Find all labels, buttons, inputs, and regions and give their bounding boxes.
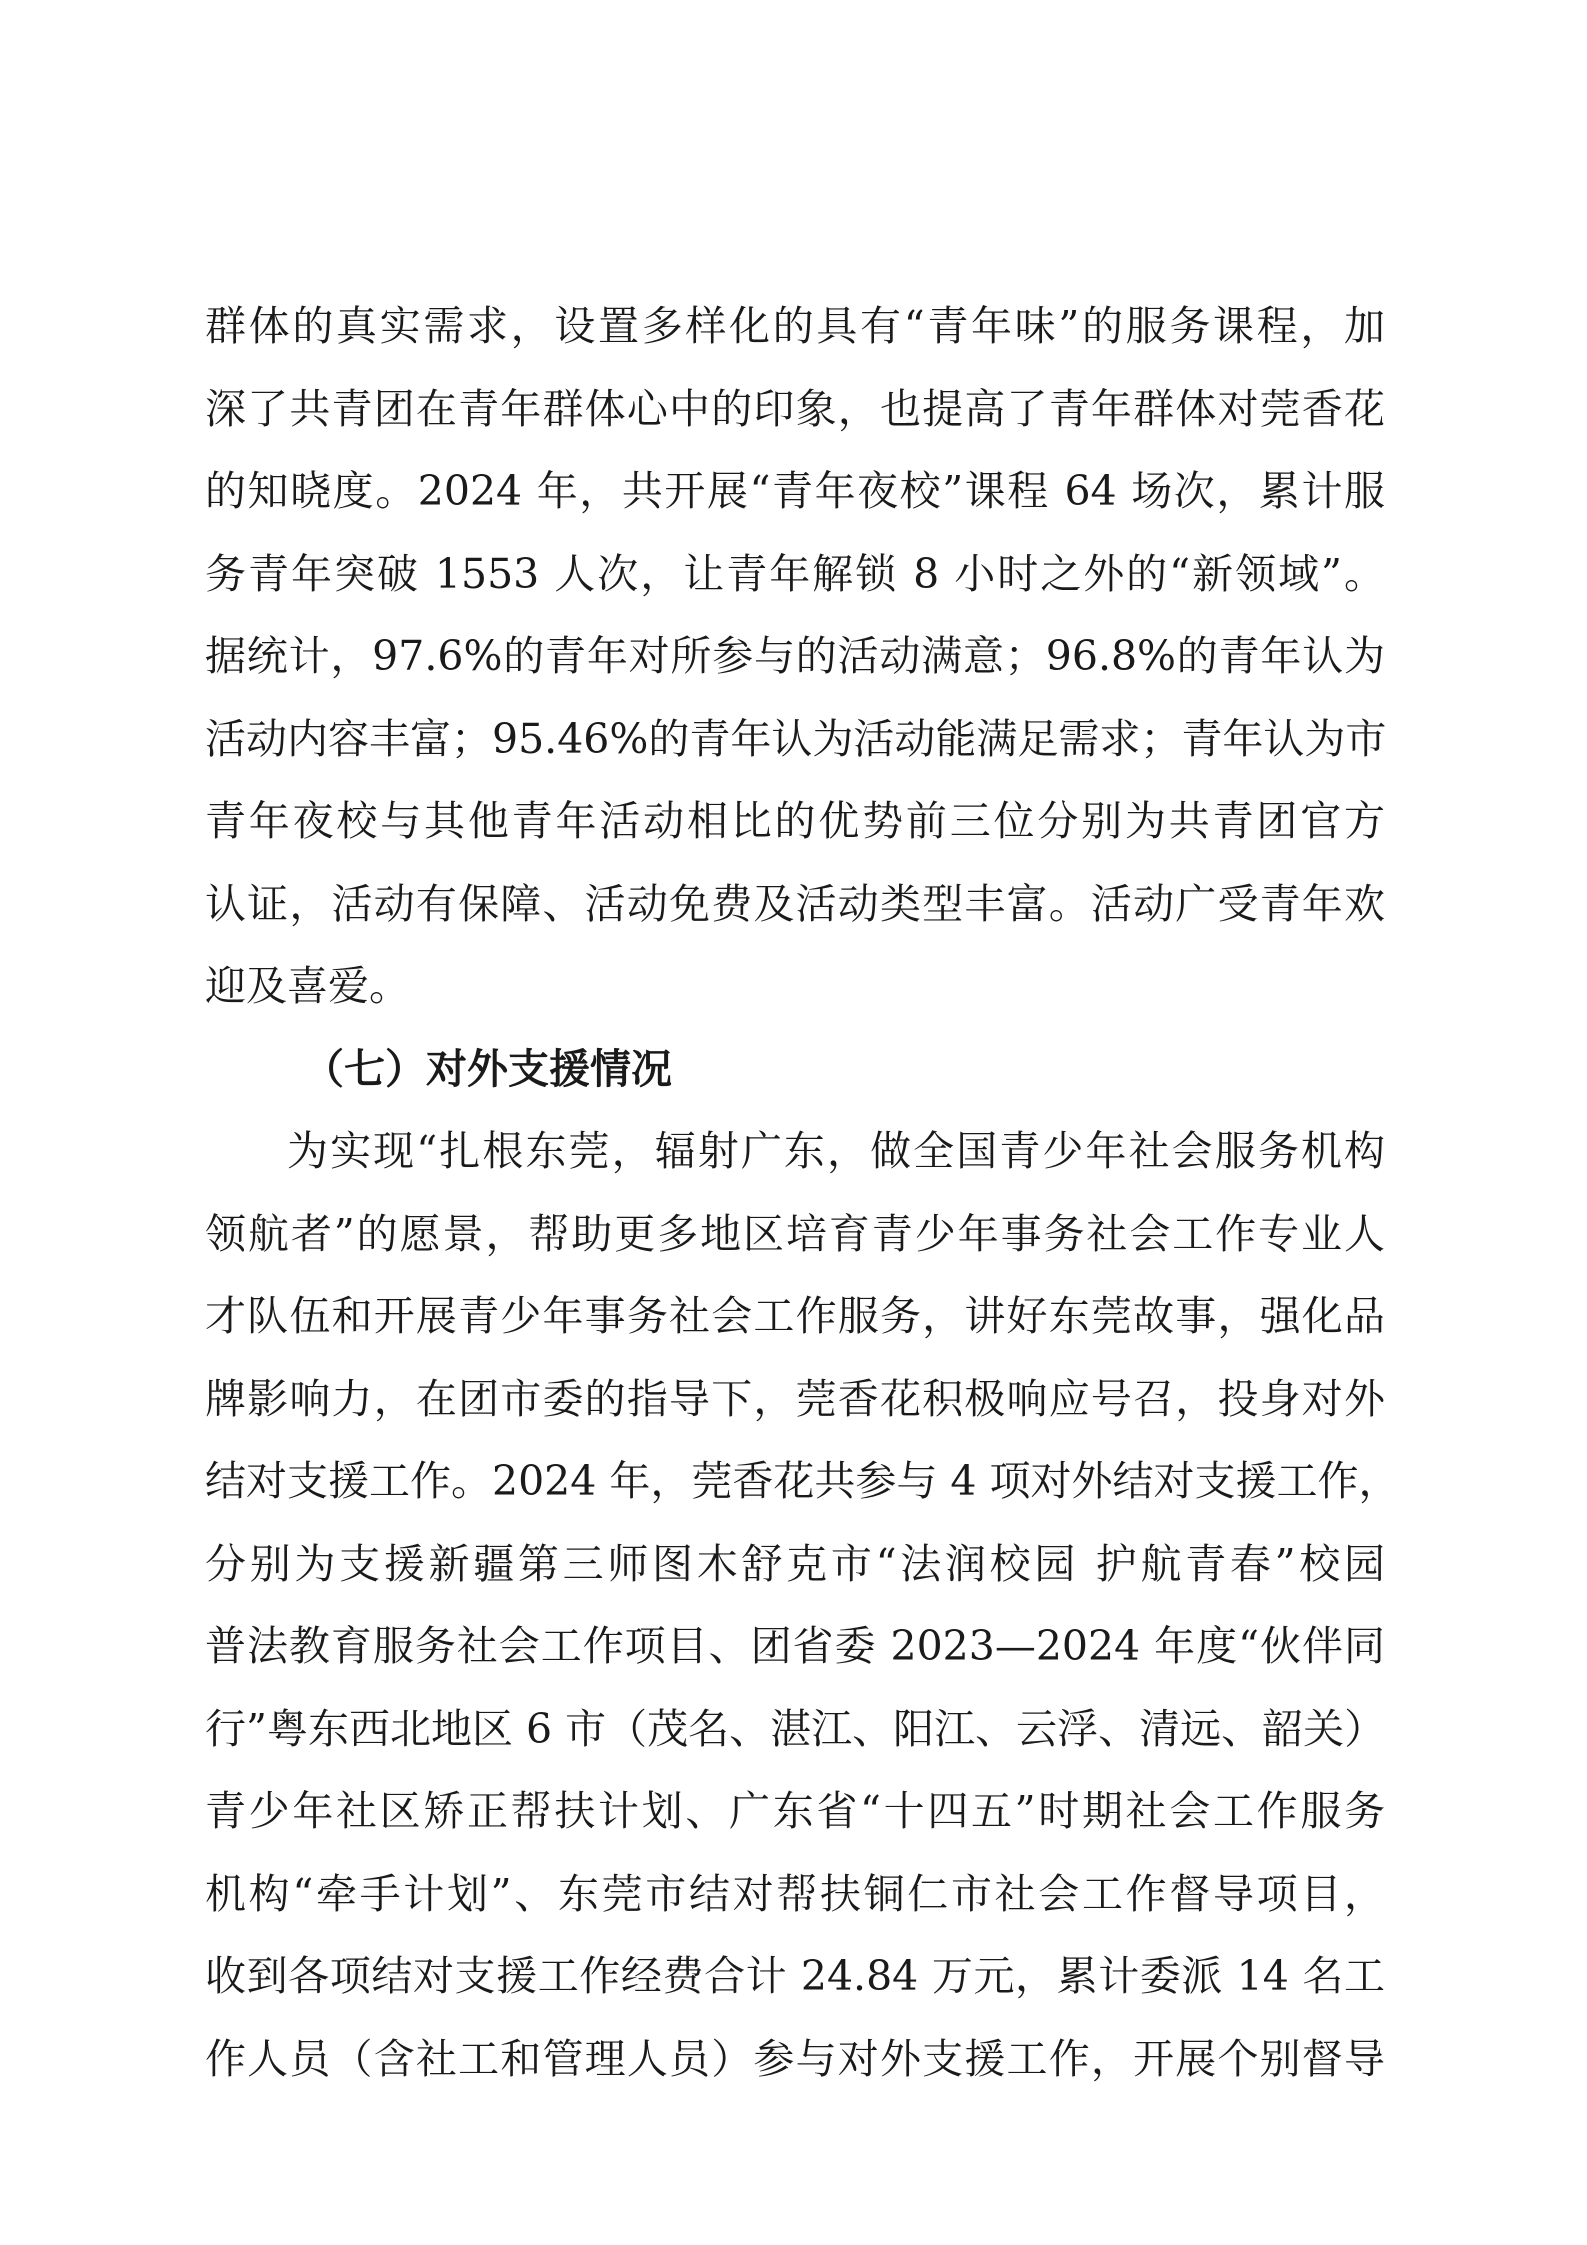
text-line: 机构“牵手计划”、东莞市结对帮扶铜仁市社会工作督导项目，	[205, 1869, 1385, 1918]
section-heading: （七）对外支援情况	[303, 1044, 672, 1093]
text-line: 据统计，97.6%的青年对所参与的活动满意；96.8%的青年认为	[205, 632, 1385, 680]
page-content	[205, 285, 1400, 2100]
text-line: 才队伍和开展青少年事务社会工作服务，讲好东莞故事，强化品	[205, 1292, 1385, 1340]
text-line: 为实现“扎根东莞，辐射广东，做全国青少年社会服务机构	[287, 1127, 1385, 1175]
text-line: 领航者”的愿景，帮助更多地区培育青少年事务社会工作专业人	[205, 1209, 1385, 1258]
text-line: 务青年突破 1553 人次，让青年解锁 8 小时之外的“新领域”。	[205, 549, 1385, 598]
text-line: 作人员（含社工和管理人员）参与对外支援工作，开展个别督导	[205, 2034, 1385, 2083]
text-line: 活动内容丰富；95.46%的青年认为活动能满足需求；青年认为市	[205, 714, 1387, 763]
text-line: 行”粤东西北地区 6 市（茂名、湛江、阳江、云浮、清远、韶关）	[205, 1704, 1386, 1753]
text-line: 青少年社区矫正帮扶计划、广东省“十四五”时期社会工作服务	[205, 1787, 1385, 1835]
text-line: 普法教育服务社会工作项目、团省委 2023—2024 年度“伙伴同	[205, 1622, 1385, 1670]
text-line: 群体的真实需求，设置多样化的具有“青年味”的服务课程，加	[205, 302, 1385, 350]
paragraph-external-support	[205, 1110, 1400, 2100]
text-line: 迎及喜爱。	[205, 962, 410, 1010]
text-line: 的知晓度。2024 年，共开展“青年夜校”课程 64 场次，累计服	[205, 467, 1385, 515]
text-line: 收到各项结对支援工作经费合计 24.84 万元，累计委派 14 名工	[205, 1952, 1385, 2000]
text-line: 结对支援工作。2024 年，莞香花共参与 4 项对外结对支援工作，	[205, 1457, 1400, 1505]
text-line: 深了共青团在青年群体心中的印象，也提高了青年群体对莞香花	[205, 384, 1385, 433]
text-line: 分别为支援新疆第三师图木舒克市“法润校园 护航青春”校园	[205, 1539, 1385, 1588]
text-line: 认证，活动有保障、活动免费及活动类型丰富。活动广受青年欢	[205, 879, 1385, 928]
paragraph-youth-night-school	[205, 285, 1385, 1028]
text-line: 青年夜校与其他青年活动相比的优势前三位分别为共青团官方	[205, 797, 1385, 845]
text-line: 牌影响力，在团市委的指导下，莞香花积极响应号召，投身对外	[205, 1374, 1385, 1423]
